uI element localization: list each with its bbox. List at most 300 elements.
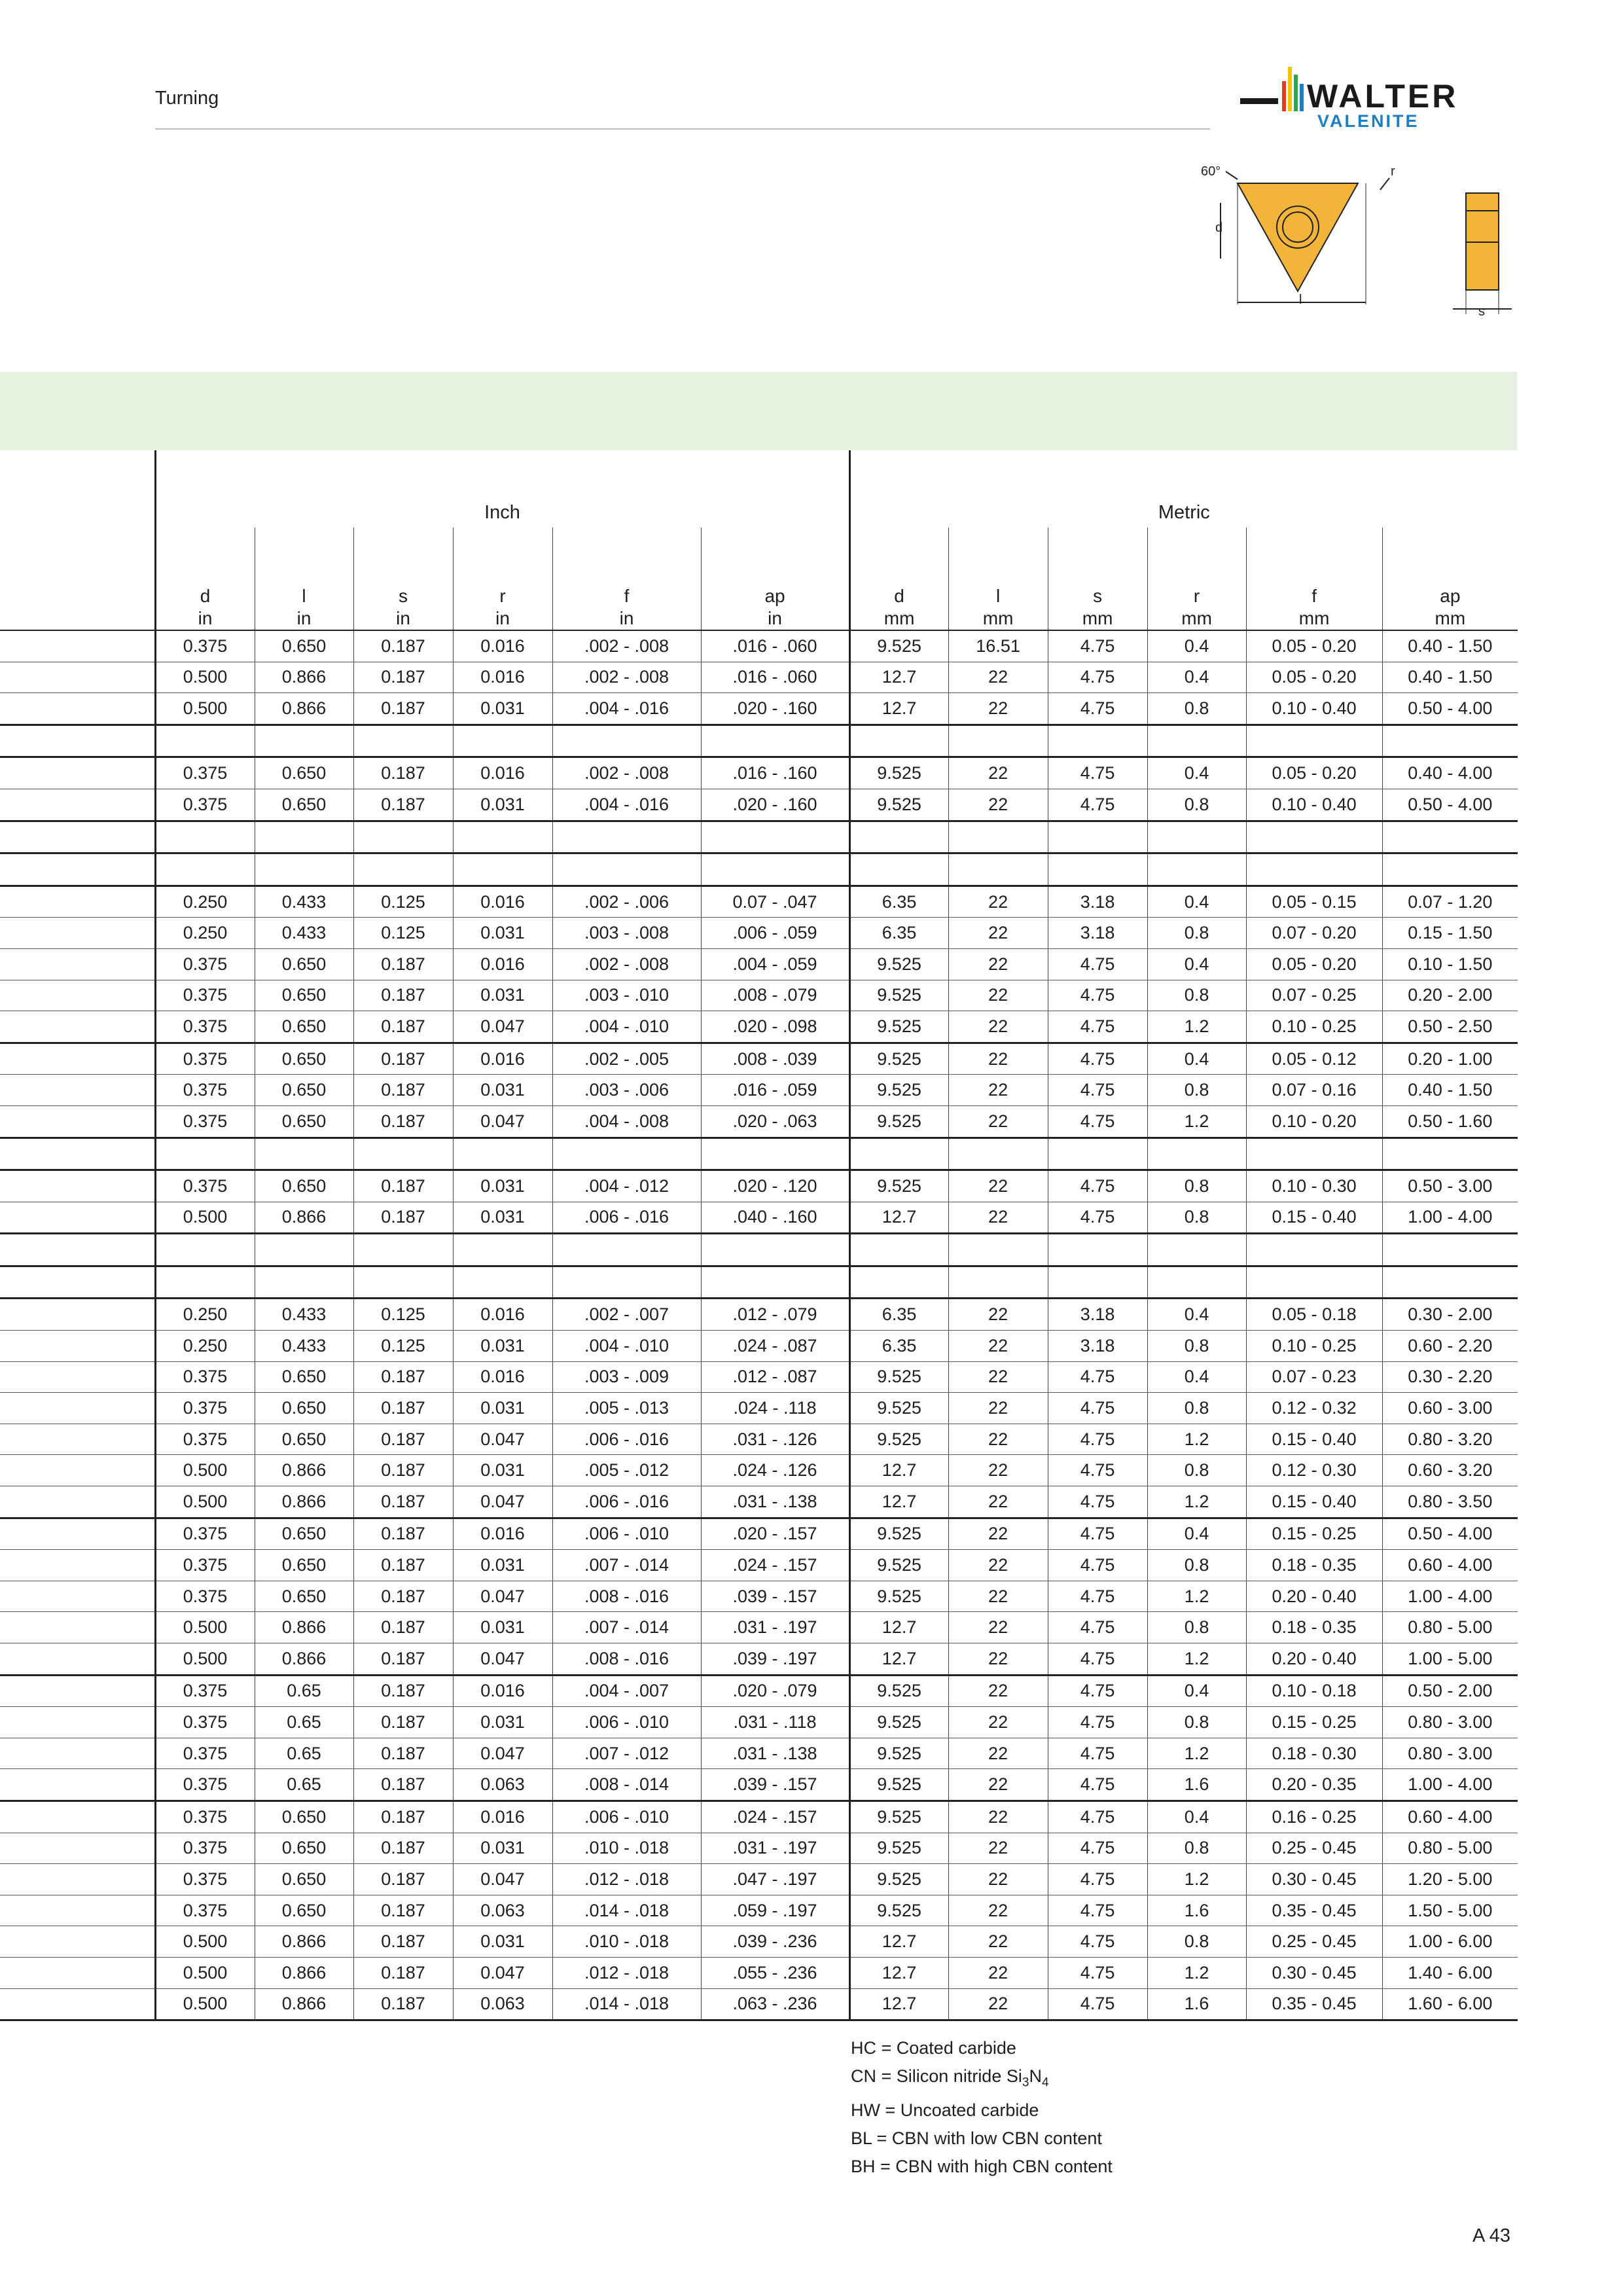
table-cell: .004 - .010 xyxy=(552,1011,701,1043)
table-cell: 9.525 xyxy=(849,1707,948,1738)
table-cell: .024 - .157 xyxy=(701,1801,849,1833)
table-cell: 0.500 xyxy=(155,1926,255,1958)
table-cell: 0.25 - 0.45 xyxy=(1246,1833,1382,1864)
row-label-cell xyxy=(0,1675,155,1707)
row-label-cell xyxy=(0,1424,155,1455)
table-cell: 0.20 - 1.00 xyxy=(1382,1043,1518,1075)
table-cell: 0.047 xyxy=(453,1957,552,1988)
table-cell: 0.031 xyxy=(453,1550,552,1581)
table-cell: 0.866 xyxy=(255,1455,353,1486)
table-cell: 12.7 xyxy=(849,1988,948,2020)
legend-bh: BH = CBN with high CBN content xyxy=(851,2157,1113,2177)
table-cell: 0.031 xyxy=(453,693,552,725)
table-cell: 9.525 xyxy=(849,630,948,662)
header-rule xyxy=(155,128,1210,130)
table-cell: 0.187 xyxy=(353,1486,453,1518)
table-cell: 0.031 xyxy=(453,1170,552,1202)
column-header-metric-r xyxy=(1147,528,1246,630)
table-cell: 22 xyxy=(948,662,1048,693)
table-cell: 9.525 xyxy=(849,948,948,980)
table-cell: 9.525 xyxy=(849,1043,948,1075)
material-legend xyxy=(851,2034,1113,2181)
table-cell xyxy=(552,1138,701,1170)
table-row xyxy=(0,1864,1518,1895)
table-cell xyxy=(1048,853,1147,886)
table-cell: 0.4 xyxy=(1147,757,1246,789)
table-cell: 0.187 xyxy=(353,630,453,662)
table-cell xyxy=(155,1266,255,1299)
table-cell: 0.187 xyxy=(353,1864,453,1895)
table-cell: 0.80 - 3.00 xyxy=(1382,1738,1518,1769)
table-cell: 22 xyxy=(948,1075,1048,1106)
table-cell: 22 xyxy=(948,789,1048,821)
table-cell: 0.4 xyxy=(1147,948,1246,980)
table-cell xyxy=(1048,1266,1147,1299)
table-cell: 9.525 xyxy=(849,1738,948,1769)
table-cell: 0.125 xyxy=(353,1299,453,1331)
table-cell: 0.35 - 0.45 xyxy=(1246,1988,1382,2020)
table-cell: 0.187 xyxy=(353,1707,453,1738)
table-cell: 0.375 xyxy=(155,1170,255,1202)
table-cell xyxy=(701,1234,849,1266)
table-cell: 4.75 xyxy=(1048,1518,1147,1550)
table-cell: 0.8 xyxy=(1147,1455,1246,1486)
table-cell: 0.187 xyxy=(353,1988,453,2020)
table-cell: 22 xyxy=(948,757,1048,789)
table-cell: 0.8 xyxy=(1147,1393,1246,1424)
table-cell: .004 - .012 xyxy=(552,1170,701,1202)
row-label-cell xyxy=(0,821,155,853)
table-cell xyxy=(701,853,849,886)
table-cell: 4.75 xyxy=(1048,1361,1147,1393)
table-cell: 0.433 xyxy=(255,886,353,918)
table-cell: 0.187 xyxy=(353,693,453,725)
table-cell: .055 - .236 xyxy=(701,1957,849,1988)
table-cell: 1.00 - 4.00 xyxy=(1382,1581,1518,1612)
row-label-cell xyxy=(0,1011,155,1043)
table-cell xyxy=(1246,821,1382,853)
table-cell: .020 - .120 xyxy=(701,1170,849,1202)
table-cell: .002 - .008 xyxy=(552,948,701,980)
row-label-cell xyxy=(0,1138,155,1170)
blank-header xyxy=(0,450,155,528)
table-cell: .020 - .063 xyxy=(701,1105,849,1138)
table-cell: .031 - .197 xyxy=(701,1833,849,1864)
table-cell: 0.65 xyxy=(255,1738,353,1769)
table-cell: .004 - .007 xyxy=(552,1675,701,1707)
table-cell: 0.65 xyxy=(255,1675,353,1707)
table-cell xyxy=(155,821,255,853)
table-cell: .003 - .009 xyxy=(552,1361,701,1393)
table-cell: 0.07 - 0.25 xyxy=(1246,980,1382,1011)
table-cell: 9.525 xyxy=(849,1393,948,1424)
column-unit: mm xyxy=(1082,608,1113,628)
row-label-cell xyxy=(0,1518,155,1550)
radius-label: r xyxy=(1391,164,1395,179)
table-cell: 0.375 xyxy=(155,1393,255,1424)
table-cell xyxy=(255,1138,353,1170)
table-cell: 0.433 xyxy=(255,918,353,949)
column-unit: in xyxy=(296,608,312,628)
table-cell: .039 - .197 xyxy=(701,1643,849,1676)
table-cell: .002 - .006 xyxy=(552,886,701,918)
table-cell: 0.50 - 2.00 xyxy=(1382,1675,1518,1707)
table-cell: 4.75 xyxy=(1048,1486,1147,1518)
table-cell: .002 - .005 xyxy=(552,1043,701,1075)
row-label-cell xyxy=(0,693,155,725)
table-cell: 0.047 xyxy=(453,1581,552,1612)
table-cell xyxy=(1246,725,1382,757)
table-cell: 1.00 - 4.00 xyxy=(1382,1202,1518,1234)
row-label-cell xyxy=(0,1331,155,1362)
table-row xyxy=(0,1361,1518,1393)
table-cell xyxy=(948,725,1048,757)
row-label-cell xyxy=(0,853,155,886)
table-cell: 9.525 xyxy=(849,1011,948,1043)
table-cell: 0.031 xyxy=(453,1455,552,1486)
table-cell: .008 - .039 xyxy=(701,1043,849,1075)
table-cell: 4.75 xyxy=(1048,1864,1147,1895)
table-cell: .006 - .016 xyxy=(552,1202,701,1234)
table-cell xyxy=(1147,821,1246,853)
table-cell: 0.187 xyxy=(353,1455,453,1486)
table-row xyxy=(0,1769,1518,1801)
table-row xyxy=(0,1801,1518,1833)
table-cell: 0.8 xyxy=(1147,1612,1246,1643)
table-cell: 1.2 xyxy=(1147,1643,1246,1676)
table-cell: 0.375 xyxy=(155,1105,255,1138)
table-cell: 4.75 xyxy=(1048,1550,1147,1581)
table-cell: 0.866 xyxy=(255,1486,353,1518)
table-cell: 0.187 xyxy=(353,1424,453,1455)
row-label-cell xyxy=(0,1550,155,1581)
table-cell: 0.187 xyxy=(353,1011,453,1043)
table-cell: 0.650 xyxy=(255,1550,353,1581)
table-cell: 9.525 xyxy=(849,1424,948,1455)
legend-hc: HC = Coated carbide xyxy=(851,2038,1016,2058)
table-cell xyxy=(1382,1234,1518,1266)
table-cell: 0.80 - 3.00 xyxy=(1382,1707,1518,1738)
column-name: ap xyxy=(1440,586,1461,606)
table-cell: 0.4 xyxy=(1147,662,1246,693)
table-cell xyxy=(552,725,701,757)
table-cell: 0.60 - 3.20 xyxy=(1382,1455,1518,1486)
table-cell: 0.375 xyxy=(155,1738,255,1769)
table-cell: 22 xyxy=(948,1518,1048,1550)
table-cell: 0.500 xyxy=(155,662,255,693)
table-row xyxy=(0,1895,1518,1926)
table-cell: 1.2 xyxy=(1147,1011,1246,1043)
table-cell xyxy=(1246,1266,1382,1299)
table-cell: 0.07 - 0.20 xyxy=(1246,918,1382,949)
table-cell: 0.18 - 0.35 xyxy=(1246,1612,1382,1643)
table-cell: 0.4 xyxy=(1147,630,1246,662)
table-cell: 0.30 - 0.45 xyxy=(1246,1864,1382,1895)
table-row xyxy=(0,980,1518,1011)
table-row xyxy=(0,1612,1518,1643)
table-cell: 0.8 xyxy=(1147,1075,1246,1106)
table-cell xyxy=(701,1138,849,1170)
table-cell: 0.10 - 0.18 xyxy=(1246,1675,1382,1707)
table-cell: 0.187 xyxy=(353,980,453,1011)
table-cell: 4.75 xyxy=(1048,1424,1147,1455)
legend-cn-sub3: 3 xyxy=(1022,2075,1029,2090)
table-cell: 3.18 xyxy=(1048,918,1147,949)
table-cell: 0.60 - 3.00 xyxy=(1382,1393,1518,1424)
table-cell xyxy=(353,725,453,757)
table-cell: 0.15 - 0.40 xyxy=(1246,1424,1382,1455)
table-cell: 4.75 xyxy=(1048,980,1147,1011)
table-cell xyxy=(552,821,701,853)
header-band xyxy=(0,372,1517,450)
table-cell: 0.031 xyxy=(453,1926,552,1958)
table-cell: 0.500 xyxy=(155,1643,255,1676)
row-label-cell xyxy=(0,1926,155,1958)
table-cell: 0.8 xyxy=(1147,1550,1246,1581)
table-cell: 0.125 xyxy=(353,918,453,949)
table-cell: 0.4 xyxy=(1147,1361,1246,1393)
table-cell: 22 xyxy=(948,1455,1048,1486)
table-cell: 0.375 xyxy=(155,1895,255,1926)
table-cell: 0.866 xyxy=(255,1202,353,1234)
table-cell: 0.031 xyxy=(453,1202,552,1234)
table-cell: 22 xyxy=(948,948,1048,980)
table-cell: 22 xyxy=(948,1105,1048,1138)
table-cell xyxy=(948,1266,1048,1299)
table-cell: 22 xyxy=(948,1988,1048,2020)
table-cell: 3.18 xyxy=(1048,1299,1147,1331)
row-label-cell xyxy=(0,1833,155,1864)
table-cell: .004 - .016 xyxy=(552,789,701,821)
table-cell: 4.75 xyxy=(1048,1988,1147,2020)
table-cell: 6.35 xyxy=(849,1299,948,1331)
table-cell: 0.016 xyxy=(453,1675,552,1707)
table-row xyxy=(0,630,1518,662)
table-cell: 0.187 xyxy=(353,1202,453,1234)
table-cell: 1.60 - 6.00 xyxy=(1382,1988,1518,2020)
table-cell: 22 xyxy=(948,1043,1048,1075)
table-cell: 22 xyxy=(948,1202,1048,1234)
table-cell: 0.187 xyxy=(353,1643,453,1676)
table-cell: 0.187 xyxy=(353,1075,453,1106)
table-cell: 0.187 xyxy=(353,1769,453,1801)
table-cell: 4.75 xyxy=(1048,1738,1147,1769)
table-cell: 4.75 xyxy=(1048,1075,1147,1106)
table-cell: 0.187 xyxy=(353,1393,453,1424)
table-cell: 4.75 xyxy=(1048,789,1147,821)
table-row xyxy=(0,1393,1518,1424)
table-cell xyxy=(701,1266,849,1299)
table-cell: .020 - .098 xyxy=(701,1011,849,1043)
table-cell: .031 - .138 xyxy=(701,1486,849,1518)
table-cell xyxy=(701,821,849,853)
table-cell: 0.187 xyxy=(353,1675,453,1707)
table-cell: .003 - .006 xyxy=(552,1075,701,1106)
table-cell: 0.20 - 0.35 xyxy=(1246,1769,1382,1801)
table-cell: 4.75 xyxy=(1048,1105,1147,1138)
row-label-cell xyxy=(0,1957,155,1988)
table-cell: 4.75 xyxy=(1048,1393,1147,1424)
table-cell: .024 - .087 xyxy=(701,1331,849,1362)
row-label-cell xyxy=(0,1075,155,1106)
table-cell: 0.20 - 0.40 xyxy=(1246,1581,1382,1612)
table-cell: .008 - .014 xyxy=(552,1769,701,1801)
table-cell: 0.375 xyxy=(155,1675,255,1707)
table-cell: 0.031 xyxy=(453,1612,552,1643)
table-cell xyxy=(1147,1138,1246,1170)
table-cell: 1.50 - 5.00 xyxy=(1382,1895,1518,1926)
table-cell: 1.2 xyxy=(1147,1424,1246,1455)
d-dimension-label: d xyxy=(1215,221,1223,235)
table-cell: .006 - .016 xyxy=(552,1486,701,1518)
table-cell xyxy=(948,1234,1048,1266)
table-cell: 0.30 - 2.00 xyxy=(1382,1299,1518,1331)
row-label-cell xyxy=(0,1486,155,1518)
table-cell: 22 xyxy=(948,1486,1048,1518)
table-cell: .008 - .016 xyxy=(552,1643,701,1676)
table-cell: 4.75 xyxy=(1048,662,1147,693)
table-cell xyxy=(552,1234,701,1266)
s-dimension-label: s xyxy=(1478,304,1485,319)
table-cell: .012 - .018 xyxy=(552,1957,701,1988)
legend-cn-sub4: 4 xyxy=(1041,2075,1049,2090)
table-cell: 0.8 xyxy=(1147,1926,1246,1958)
table-row xyxy=(0,1581,1518,1612)
table-row xyxy=(0,1486,1518,1518)
table-cell xyxy=(353,821,453,853)
table-row xyxy=(0,1833,1518,1864)
row-label-cell xyxy=(0,1769,155,1801)
table-cell xyxy=(849,1266,948,1299)
table-cell: 22 xyxy=(948,1833,1048,1864)
table-cell: 0.8 xyxy=(1147,1170,1246,1202)
table-cell: 1.40 - 6.00 xyxy=(1382,1957,1518,1988)
table-cell xyxy=(1048,725,1147,757)
table-cell: 0.047 xyxy=(453,1864,552,1895)
table-cell: 0.650 xyxy=(255,948,353,980)
table-cell: .007 - .014 xyxy=(552,1550,701,1581)
table-cell: 0.12 - 0.30 xyxy=(1246,1455,1382,1486)
table-cell: 0.016 xyxy=(453,886,552,918)
column-name: r xyxy=(499,586,506,606)
table-cell: .002 - .008 xyxy=(552,662,701,693)
table-cell: 0.10 - 0.40 xyxy=(1246,693,1382,725)
table-row xyxy=(0,1266,1518,1299)
table-cell: 0.650 xyxy=(255,1361,353,1393)
table-cell: 16.51 xyxy=(948,630,1048,662)
table-cell: .039 - .236 xyxy=(701,1926,849,1958)
table-cell: 22 xyxy=(948,1738,1048,1769)
table-cell: 4.75 xyxy=(1048,1957,1147,1988)
table-cell xyxy=(353,1234,453,1266)
table-cell: 22 xyxy=(948,886,1048,918)
table-cell: 0.016 xyxy=(453,1361,552,1393)
table-cell: 0.866 xyxy=(255,1957,353,1988)
column-name: l xyxy=(302,586,306,606)
table-cell: 0.40 - 1.50 xyxy=(1382,1075,1518,1106)
table-cell: 0.15 - 0.25 xyxy=(1246,1518,1382,1550)
row-label-cell xyxy=(0,1299,155,1331)
table-cell: 12.7 xyxy=(849,662,948,693)
table-cell: 0.047 xyxy=(453,1486,552,1518)
table-cell: 22 xyxy=(948,1926,1048,1958)
table-cell xyxy=(453,1266,552,1299)
table-cell xyxy=(1382,1266,1518,1299)
table-cell xyxy=(353,853,453,886)
table-cell: 0.375 xyxy=(155,789,255,821)
table-cell: 1.6 xyxy=(1147,1988,1246,2020)
table-cell xyxy=(552,1266,701,1299)
table-cell: .006 - .010 xyxy=(552,1707,701,1738)
table-cell: 1.00 - 6.00 xyxy=(1382,1926,1518,1958)
table-cell: 4.75 xyxy=(1048,1643,1147,1676)
column-name: d xyxy=(200,586,211,606)
legend-hw: HW = Uncoated carbide xyxy=(851,2100,1039,2121)
table-cell xyxy=(849,853,948,886)
table-cell: 0.187 xyxy=(353,1738,453,1769)
legend-cn xyxy=(851,2062,1113,2096)
table-cell: 0.866 xyxy=(255,1612,353,1643)
table-cell xyxy=(453,725,552,757)
column-header-inch-d xyxy=(155,528,255,630)
table-cell: 12.7 xyxy=(849,1643,948,1676)
table-cell: 0.10 - 0.40 xyxy=(1246,789,1382,821)
table-cell: 0.500 xyxy=(155,1612,255,1643)
table-cell: .016 - .059 xyxy=(701,1075,849,1106)
table-cell: 0.866 xyxy=(255,693,353,725)
table-cell: 0.18 - 0.30 xyxy=(1246,1738,1382,1769)
table-cell: 4.75 xyxy=(1048,1833,1147,1864)
column-header-inch-l xyxy=(255,528,353,630)
table-cell xyxy=(1246,853,1382,886)
table-cell xyxy=(1382,725,1518,757)
column-unit: mm xyxy=(1298,608,1330,628)
row-label-cell xyxy=(0,1801,155,1833)
insert-drawing xyxy=(1201,164,1528,324)
table-cell: 0.016 xyxy=(453,1043,552,1075)
row-label-cell xyxy=(0,1043,155,1075)
table-cell: 0.031 xyxy=(453,1833,552,1864)
table-cell xyxy=(155,853,255,886)
row-label-cell xyxy=(0,886,155,918)
table-cell: 0.375 xyxy=(155,1581,255,1612)
column-name: ap xyxy=(764,586,785,606)
table-cell: 0.40 - 1.50 xyxy=(1382,662,1518,693)
table-cell: .014 - .018 xyxy=(552,1988,701,2020)
column-header-inch-s xyxy=(353,528,453,630)
table-cell: 0.8 xyxy=(1147,1202,1246,1234)
table-cell: 22 xyxy=(948,1393,1048,1424)
table-cell: .059 - .197 xyxy=(701,1895,849,1926)
table-cell: 0.4 xyxy=(1147,1518,1246,1550)
table-cell xyxy=(1382,821,1518,853)
column-name: s xyxy=(399,586,408,606)
table-cell: .004 - .008 xyxy=(552,1105,701,1138)
table-cell: 0.187 xyxy=(353,1581,453,1612)
table-cell: .003 - .008 xyxy=(552,918,701,949)
table-cell: 0.031 xyxy=(453,1331,552,1362)
table-cell xyxy=(1246,1138,1382,1170)
table-cell: 0.250 xyxy=(155,886,255,918)
table-cell: 0.031 xyxy=(453,789,552,821)
table-cell xyxy=(1246,1234,1382,1266)
table-cell: 1.00 - 4.00 xyxy=(1382,1769,1518,1801)
table-cell: 0.187 xyxy=(353,662,453,693)
table-cell: .008 - .016 xyxy=(552,1581,701,1612)
table-cell: 0.80 - 3.20 xyxy=(1382,1424,1518,1455)
table-cell: 0.375 xyxy=(155,1518,255,1550)
table-cell: 22 xyxy=(948,1864,1048,1895)
